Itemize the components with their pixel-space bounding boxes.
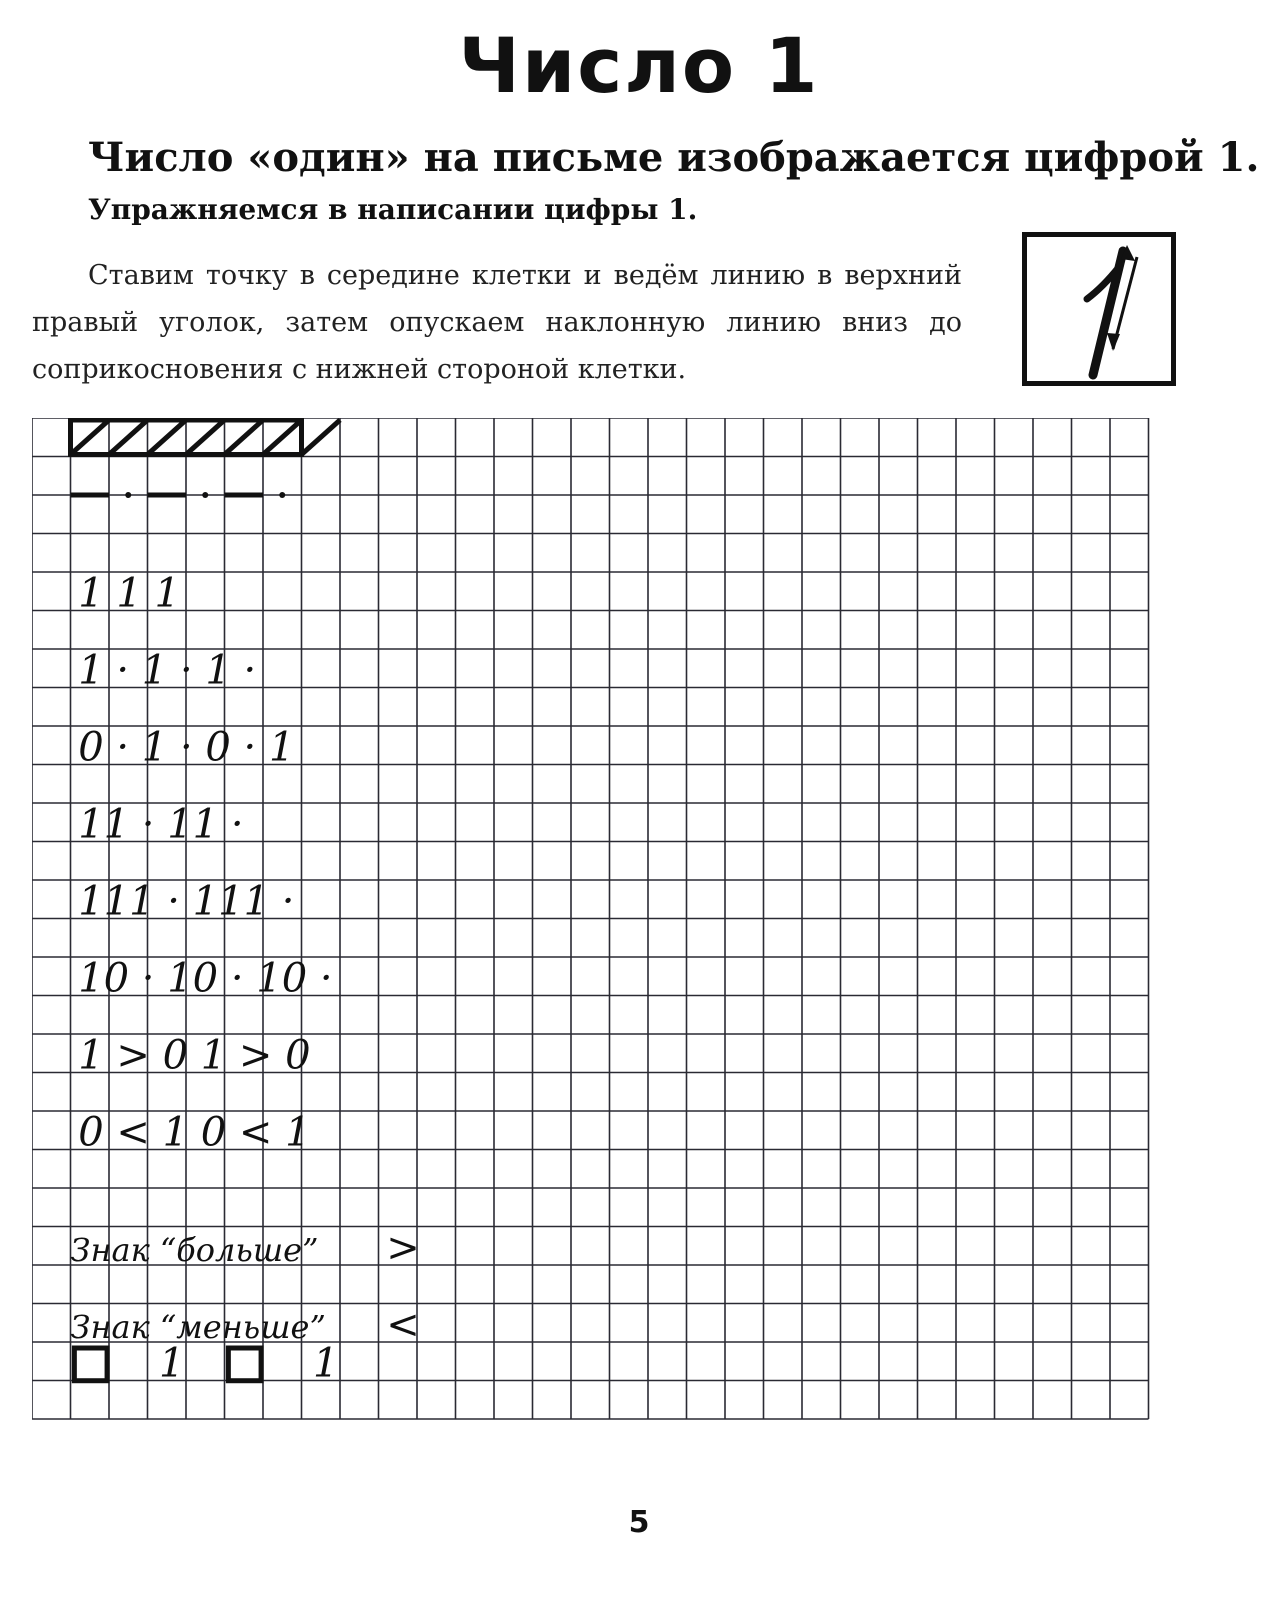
copybook-row: 11 · 11 · xyxy=(78,801,244,848)
copybook-row: 10 · 10 · 10 · xyxy=(78,955,333,1002)
answer-box xyxy=(228,1348,261,1381)
tracing-stroke xyxy=(71,420,110,455)
copybook-row: 1 1 1 xyxy=(78,570,180,617)
tracing-stroke xyxy=(302,420,341,455)
digit-sample-box xyxy=(1022,232,1176,386)
page-number: 5 xyxy=(628,1505,650,1540)
copybook-row: 0 · 1 · 0 · 1 xyxy=(78,724,295,771)
copybook-row: 1 · 1 · 1 · xyxy=(78,647,257,694)
instruction-text: Ставим точку в середине клетки и ведём линию в верхний правый уголок, затем опускаем наклонную линию вниз до соприкосновения с нижней стороной клетки. xyxy=(32,260,962,385)
sign-less-label: Знак “меньше” xyxy=(70,1308,326,1346)
copybook-row: 0 < 1 0 < 1 xyxy=(78,1109,311,1156)
digit-one-stroke-icon xyxy=(1027,237,1171,381)
guide-dot xyxy=(202,492,208,498)
copybook-row: 1 > 0 1 > 0 xyxy=(78,1032,311,1079)
box-row-digit: 1 xyxy=(159,1340,185,1387)
page-title: Число 1 xyxy=(458,21,820,110)
sign-less-symbol: < xyxy=(386,1302,420,1348)
exercise-heading: Упражняемся в написании цифры 1. xyxy=(88,193,698,226)
copybook-grid xyxy=(32,418,1160,1432)
tracing-stroke xyxy=(186,420,225,455)
tracing-stroke xyxy=(263,420,302,455)
tracing-stroke xyxy=(225,420,264,455)
guide-dot xyxy=(279,492,285,498)
sign-greater-label: Знак “больше” xyxy=(70,1231,319,1269)
copybook-row: 111 · 111 · xyxy=(78,878,295,925)
tracing-stroke xyxy=(109,420,148,455)
guide-dot xyxy=(125,492,131,498)
sign-greater-symbol: > xyxy=(386,1225,420,1271)
subtitle: Число «один» на письме изображается цифрой 1. xyxy=(88,134,1260,181)
tracing-stroke xyxy=(148,420,187,455)
box-row-digit: 1 xyxy=(313,1340,339,1387)
answer-box xyxy=(74,1348,107,1381)
